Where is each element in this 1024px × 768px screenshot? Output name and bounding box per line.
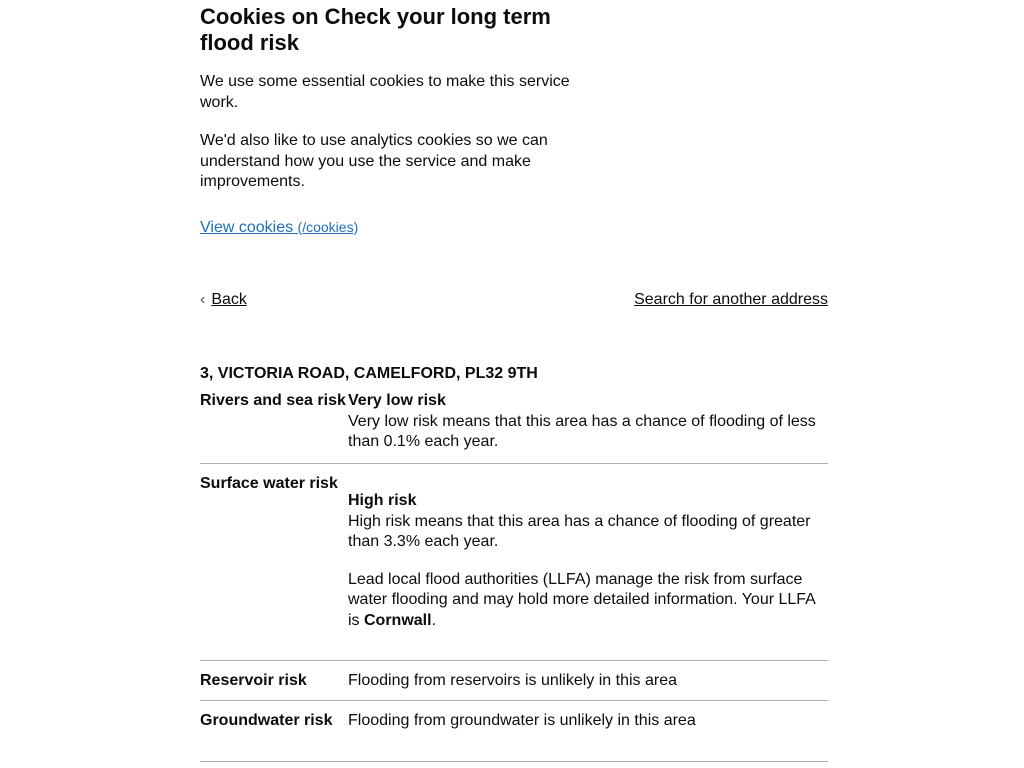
llfa-info-end: . (431, 611, 437, 629)
chevron-left-icon: ‹ (200, 291, 206, 308)
surface-water-risk-description: High risk means that this area has a chance of flooding of greater than 3.3% each year. (348, 512, 811, 550)
back-label: Back (211, 291, 247, 308)
reservoir-risk-description: Flooding from reservoirs is unlikely in this area (348, 672, 678, 689)
surface-water-risk-row (200, 464, 828, 661)
back-link[interactable] (200, 290, 247, 310)
view-cookies-link[interactable] (200, 219, 358, 236)
surface-water-risk-level: High risk (348, 492, 417, 509)
surface-water-risk-value (348, 474, 828, 660)
llfa-info-text: Lead local flood authorities (LLFA) manage the risk from surface water flooding and may hold more detailed information. Your LLFA is (348, 570, 815, 629)
flood-risk-summary (200, 391, 828, 762)
rivers-sea-risk-description: Very low risk means that this area has a chance of flooding of less than 0.1% each year. (348, 412, 816, 450)
surface-water-risk-label: Surface water risk (200, 475, 338, 492)
reservoir-risk-label: Reservoir risk (200, 672, 307, 689)
rivers-sea-risk-row (200, 391, 828, 464)
groundwater-risk-description: Flooding from groundwater is unlikely in this area (348, 712, 696, 729)
rivers-sea-risk-label: Rivers and sea risk (200, 392, 346, 409)
llfa-info (348, 570, 828, 632)
groundwater-risk-label: Groundwater risk (200, 712, 333, 729)
property-address: 3, VICTORIA ROAD, CAMELFORD, PL32 9TH (200, 365, 538, 382)
view-cookies-label: View cookies (200, 218, 294, 236)
page-navigation (200, 290, 828, 310)
cookie-analytics-text: We'd also like to use analytics cookies so we can understand how you use the service and make improvements. (200, 132, 548, 190)
view-cookies-url: (/cookies) (297, 218, 359, 235)
rivers-sea-risk-level: Very low risk (348, 392, 446, 409)
cookie-banner-title: Cookies on Check your long term flood risk (200, 4, 551, 55)
view-cookies-row (200, 217, 600, 238)
cookie-banner (200, 4, 600, 238)
rivers-sea-risk-value (348, 391, 828, 463)
llfa-name: Cornwall (364, 611, 432, 629)
reservoir-risk-row (200, 661, 828, 701)
groundwater-risk-row (200, 701, 828, 762)
cookie-essential-text: We use some essential cookies to make this service work. (200, 73, 570, 111)
search-another-address-link[interactable]: Search for another address (634, 291, 828, 308)
